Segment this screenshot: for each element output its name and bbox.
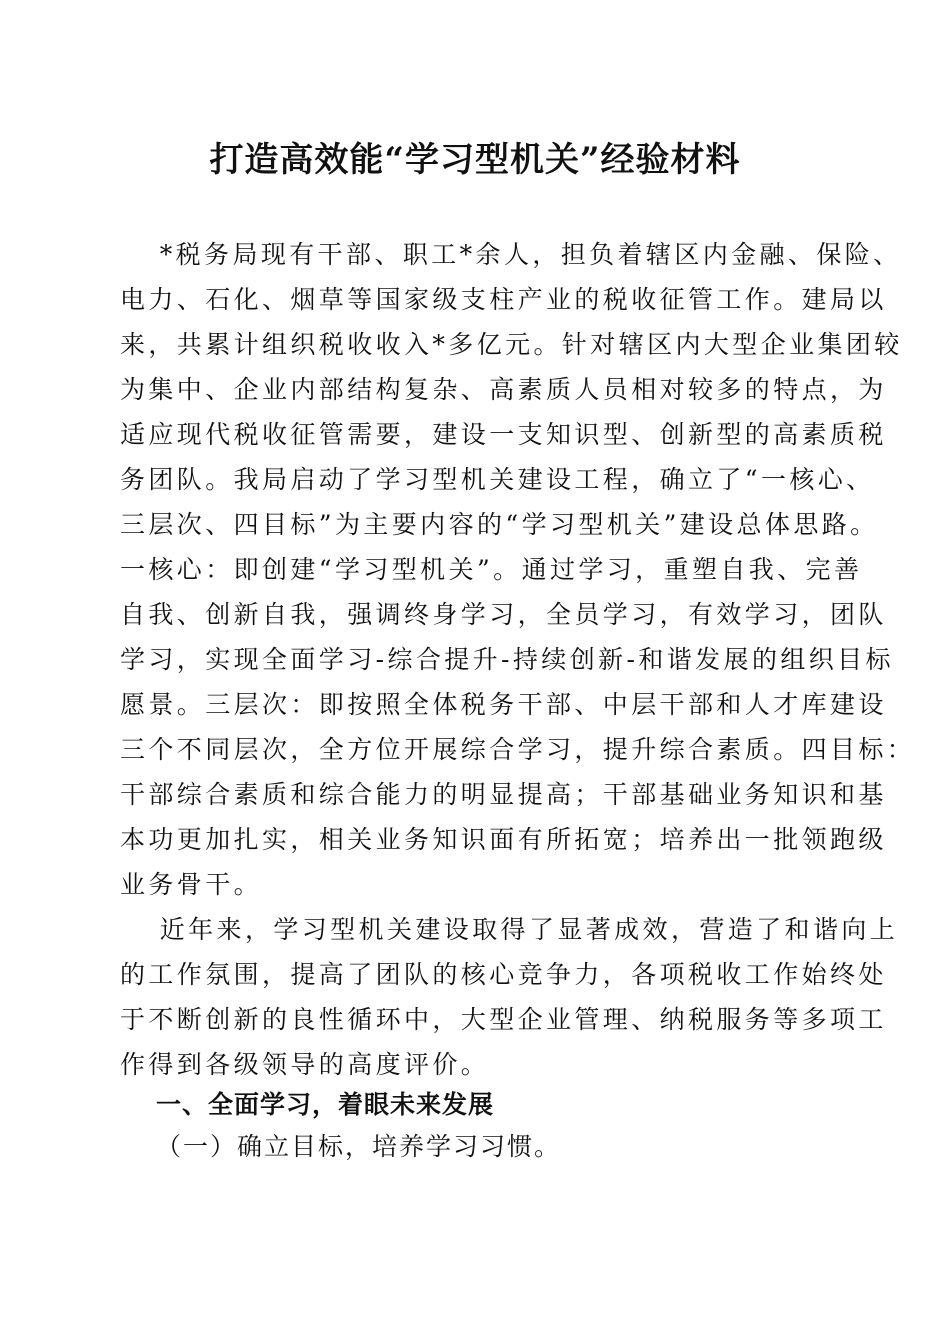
subsection-heading-1: （一）确立目标，培养学习习惯。 (156, 1132, 562, 1161)
paragraph-achievements (120, 907, 899, 1087)
text-line: 愿景。三层次：即按照全体税务干部、中层干部和人才库建设 (120, 690, 887, 719)
text-line: *税务局现有干部、职工*余人，担负着辖区内金融、保险、 (120, 240, 902, 269)
section-heading-1: 一、全面学习，着眼未来发展 (156, 1090, 495, 1119)
text-line: 三层次、四目标”为主要内容的“学习型机关”建设总体思路。 (120, 510, 879, 539)
paragraph-intro (120, 232, 916, 907)
text-line: 适应现代税收征管需要，建设一支知识型、创新型的高素质税 (120, 420, 887, 449)
text-line: 为集中、企业内部结构复杂、高素质人员相对较多的特点，为 (120, 375, 887, 404)
text-line: 的工作氛围，提高了团队的核心竞争力，各项税收工作始终处 (120, 960, 887, 989)
text-line: 作得到各级领导的高度评价。 (120, 1050, 490, 1079)
text-line: 一核心：即创建“学习型机关”。通过学习，重塑自我、完善 (120, 555, 863, 584)
text-line: 自我、创新自我，强调终身学习，全员学习，有效学习，团队 (120, 600, 887, 629)
text-line: 三个不同层次，全方位开展综合学习，提升综合素质。四目标： (120, 735, 916, 764)
text-line: 电力、石化、烟草等国家级支柱产业的税收征管工作。建局以 (120, 285, 887, 314)
text-line: 本功更加扎实，相关业务知识面有所拓宽；培养出一批领跑级 (120, 825, 887, 854)
text-line: 学习，实现全面学习-综合提升-持续创新-和谐发展的组织目标 (120, 645, 894, 674)
text-line: 业务骨干。 (120, 870, 263, 899)
text-line: 务团队。我局启动了学习型机关建设工程，确立了“一核心、 (120, 465, 875, 494)
text-line: 来，共累计组织税收收入*多亿元。针对辖区内大型企业集团较 (120, 330, 903, 359)
text-line: 干部综合素质和综合能力的明显提高；干部基础业务知识和基 (120, 780, 887, 809)
document-title: 打造高效能“学习型机关”经验材料 (209, 140, 741, 180)
text-line: 近年来，学习型机关建设取得了显著成效，营造了和谐向上 (120, 915, 899, 944)
text-line: 于不断创新的良性循环中，大型企业管理、纳税服务等多项工 (120, 1005, 887, 1034)
